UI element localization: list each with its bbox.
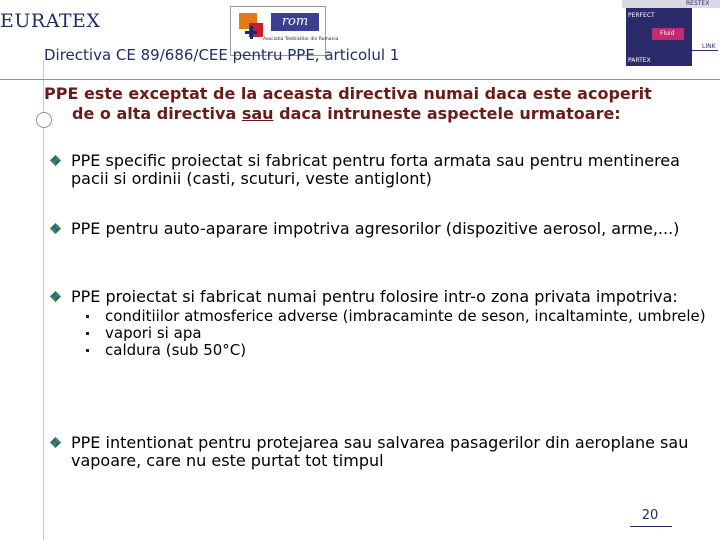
bullet-text: PPE specific proiectat si fabricat pentru forta armata sau pentru mentinerea pacii si ordinii (casti, scuturi, veste antiglont): [71, 151, 680, 188]
partex-name-text: PARTEX: [628, 57, 651, 64]
rom-logo-tagline: Asociatia Textilistilor din Romania: [263, 37, 339, 42]
sub-bullet-list: [48, 308, 720, 359]
sub-bullet-text: vapori si apa: [105, 324, 202, 342]
bullet-item: [48, 434, 720, 470]
partex-link-text: LINK: [702, 43, 716, 50]
diamond-bullet-icon: [50, 223, 61, 234]
bullet-item: [48, 220, 720, 238]
bullet-item: [48, 288, 720, 375]
horizontal-rule: [0, 79, 720, 80]
slide-subtitle: Directiva CE 89/686/CEE pentru PPE, articolul 1: [44, 46, 400, 64]
title-line-1: PPE este exceptat de la aceasta directiva numai daca este acoperit: [44, 84, 652, 103]
logo-plus-icon-vertical: [250, 26, 253, 39]
vertical-rule: [43, 60, 44, 540]
title-line-2-start: de o alta directiva: [72, 104, 242, 123]
square-bullet-icon: [86, 332, 89, 335]
sub-bullet-item: [105, 308, 720, 325]
diamond-bullet-icon: [50, 437, 61, 448]
sub-bullet-item: [105, 325, 720, 342]
page-number: 20: [641, 508, 659, 523]
page-number-rule: [630, 526, 672, 527]
bullet-text: PPE pentru auto-aparare impotriva agresorilor (dispozitive aerosol, arme,...): [71, 219, 680, 238]
bullet-text: PPE proiectat si fabricat numai pentru folosire intr-o zona privata impotriva:: [71, 287, 678, 306]
title-underlined-word: sau: [241, 104, 274, 123]
rom-logo-word: rom: [271, 13, 319, 31]
square-bullet-icon: [86, 349, 89, 352]
partex-divider: [692, 50, 718, 51]
partex-restex-text: RESTEX: [686, 0, 710, 7]
square-bullet-icon: [86, 315, 89, 318]
diamond-bullet-icon: [50, 291, 61, 302]
diamond-bullet-icon: [50, 155, 61, 166]
bullet-item: [48, 152, 720, 188]
slide-title: [44, 84, 720, 124]
euratex-logo: EURATEX: [0, 10, 101, 32]
sub-bullet-text: caldura (sub 50°C): [105, 341, 247, 359]
partex-perfect-text: PERFECT: [628, 12, 655, 19]
title-line-2: [44, 104, 720, 124]
sub-bullet-text: conditiilor atmosferice adverse (imbracaminte de seson, incaltaminte, umbrele): [105, 307, 706, 325]
sub-bullet-item: [105, 342, 720, 359]
title-line-2-end: daca intruneste aspectele urmatoare:: [273, 104, 621, 123]
partex-fluid-text: Fluid: [660, 30, 675, 37]
bullet-text: PPE intentionat pentru protejarea sau salvarea pasagerilor din aeroplane sau vapoare, care nu este purtat tot timpul: [71, 433, 689, 470]
partex-logo: [622, 0, 720, 72]
